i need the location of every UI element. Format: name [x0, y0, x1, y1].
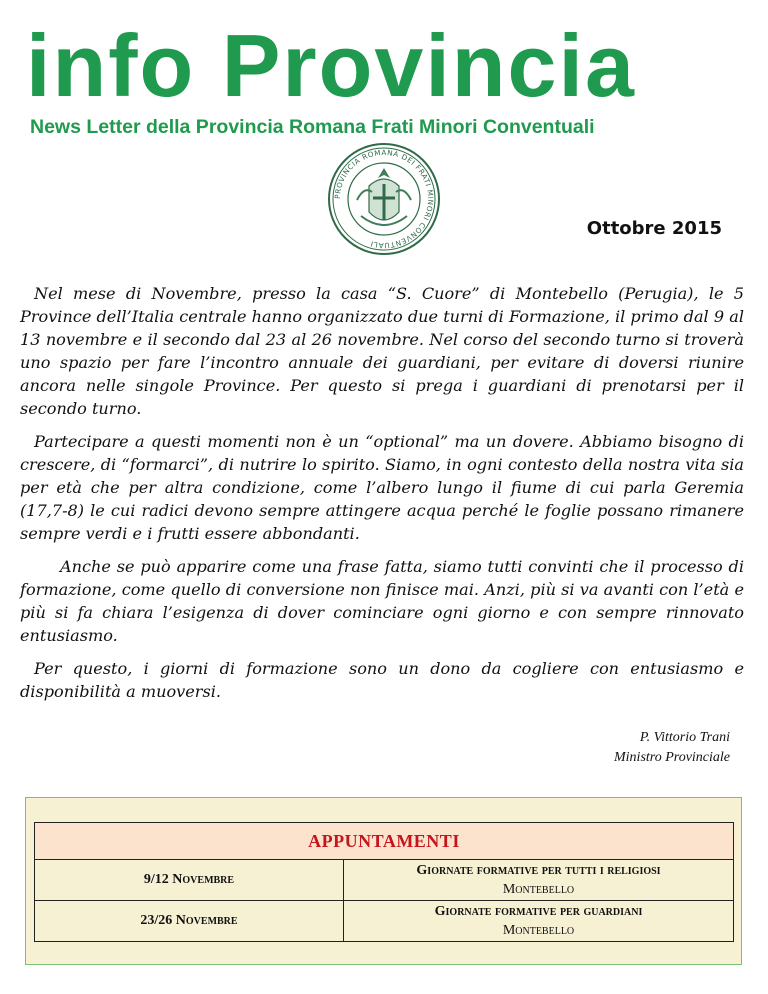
signature-role: Ministro Provinciale — [614, 750, 730, 765]
appointment-event — [344, 860, 734, 901]
paragraph: Anche se può apparire come una frase fatta, siamo tutti convinti che il processo di formazione, come quello di conversione non finisce mai. Anzi, più si va avanti con l’età e più si fa chiara l’esigenza di dover cominciare ogni giorno e con sempre rinnovato entusiasmo. — [20, 557, 744, 645]
appointment-event-title: Giornate formative per guardiani — [434, 904, 643, 919]
province-seal-icon — [327, 142, 441, 256]
paragraph: Nel mese di Novembre, presso la casa “S. Cuore” di Montebello (Perugia), le 5 Province dell’Italia centrale hanno organizzato due turni di Formazione, il primo dal 9 al 13 novembre e il secondo dal 23 al 26 novembre. Nel corso del secondo turno si troverà uno spazio per fare l’incontro annuale dei guardiani, per evitare di doversi riunire ancora nelle singole Province. Per questo si prega i guardiani di prenotarsi per il secondo turno. — [20, 284, 744, 418]
seal-lettering: PROVINCIA ROMANA DEI FRATI MINORI CONVENTUALI — [332, 147, 436, 251]
paragraph: Per questo, i giorni di formazione sono un dono da cogliere con entusiasmo e disponibilità a muoversi. — [20, 659, 744, 701]
signature-block — [614, 728, 730, 768]
signature-name: P. Vittorio Trani — [639, 730, 730, 745]
appointment-event — [344, 901, 734, 942]
appointment-date: 23/26 Novembre — [35, 901, 344, 942]
appointment-place: Montebello — [502, 923, 575, 938]
appointment-event-title: Giornate formative per tutti i religiosi — [416, 863, 661, 878]
appointment-date: 9/12 Novembre — [35, 860, 344, 901]
appointment-place: Montebello — [502, 882, 575, 897]
article-body — [20, 282, 744, 713]
newsletter-subtitle: News Letter della Provincia Romana Frati Minori Conventuali — [30, 116, 595, 138]
paragraph: Partecipare a questi momenti non è un “optional” ma un dovere. Abbiamo bisogno di crescere, di “formarci”, di nutrire lo spirito. Siamo, in ogni contesto della nostra vita sia per età che per altra condizione, come l’albero lungo il fiume di cui parla Geremia (17,7-8) le cui radici devono sempre attingere acqua perché le foglie possano rimanere sempre verdi e i frutti essere abbondanti. — [20, 432, 744, 543]
appointments-box — [25, 797, 742, 965]
table-row — [35, 901, 734, 942]
appointments-table — [34, 822, 734, 942]
masthead-title: info Provincia — [26, 16, 636, 115]
table-row — [35, 860, 734, 901]
appointments-title: APPUNTAMENTI — [35, 823, 734, 860]
issue-date: Ottobre 2015 — [586, 218, 722, 239]
